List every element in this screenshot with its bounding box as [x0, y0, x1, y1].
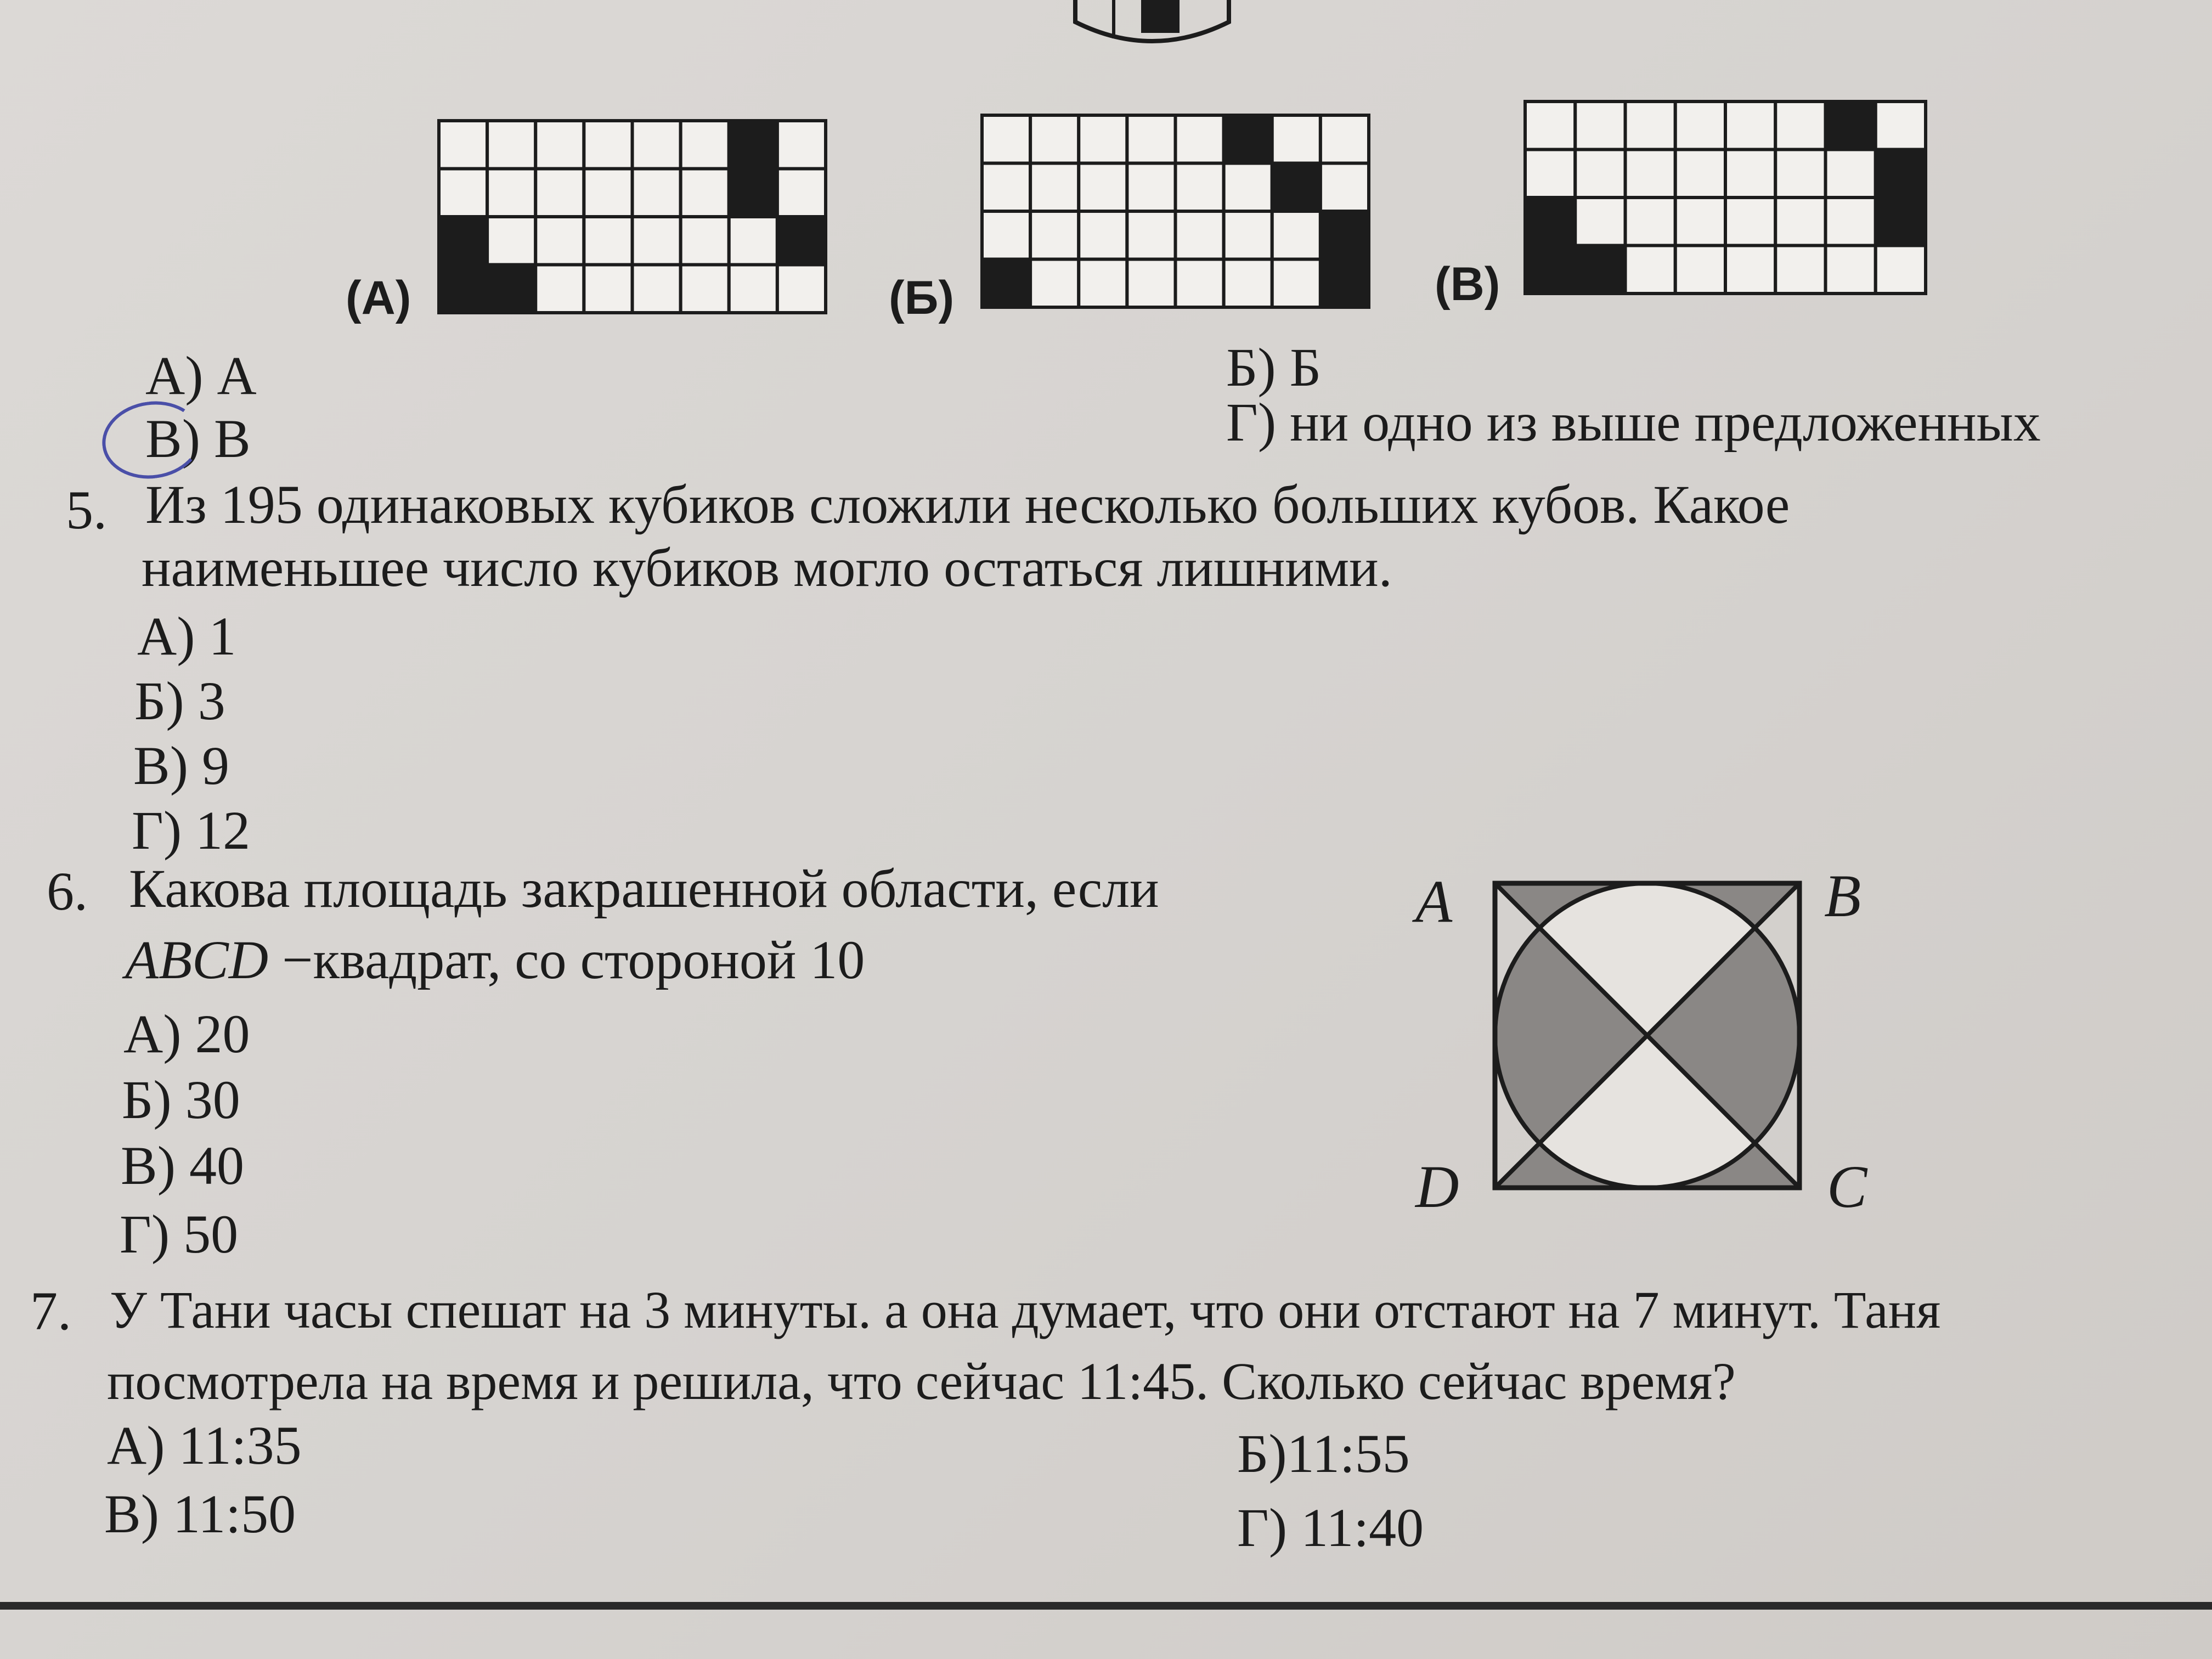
- grid-a: [436, 118, 828, 315]
- grid-cell: [584, 265, 632, 313]
- grid-cell: [1079, 163, 1127, 212]
- grid-label-b: (Б): [889, 272, 955, 324]
- q7-option-v: В) 11:50: [104, 1483, 296, 1544]
- label-c: C: [1827, 1153, 1867, 1218]
- grid-cell: [681, 121, 729, 169]
- grid-cell: [1030, 115, 1079, 163]
- grid-cell: [1725, 198, 1775, 246]
- q5-option-a: А) 1: [137, 606, 236, 667]
- q5-text-line1: Из 195 одинаковых кубиков сложили несколько больших кубов. Какое: [145, 474, 1790, 535]
- grid-cell: [1030, 163, 1079, 212]
- grid-cell: [535, 169, 584, 217]
- grid-cell: [982, 211, 1030, 259]
- grid-cell-filled: [1321, 259, 1369, 308]
- grid-cell: [1626, 101, 1675, 150]
- grid-cell: [982, 115, 1030, 163]
- grid-cell: [439, 169, 487, 217]
- grid-cell: [681, 169, 729, 217]
- grid-c: [1522, 99, 1928, 296]
- grid-cell: [681, 265, 729, 313]
- grid-cell: [439, 121, 487, 169]
- grid-cell: [1079, 211, 1127, 259]
- grid-cell-filled: [1224, 115, 1272, 163]
- grid-cell: [777, 121, 826, 169]
- q5-number: 5.: [66, 479, 107, 540]
- grid-cell: [1224, 211, 1272, 259]
- grid-cell: [1775, 246, 1825, 294]
- label-b: B: [1824, 862, 1861, 929]
- q4-option-a: А) А: [145, 345, 257, 406]
- q4-option-v: В) В: [145, 408, 251, 469]
- grid-cell: [1176, 163, 1224, 212]
- grid-cell: [1725, 246, 1775, 294]
- grid-cell: [1876, 101, 1926, 150]
- grid-cell-filled: [1321, 211, 1369, 259]
- grid-cell: [1176, 259, 1224, 308]
- grid-cell: [633, 265, 681, 313]
- bottom-rule: [0, 1602, 2212, 1610]
- grid-cell-filled: [777, 217, 826, 265]
- grid-cell: [729, 217, 777, 265]
- grid-cell: [1030, 259, 1079, 308]
- grid-cell-filled: [439, 217, 487, 265]
- grid-cell: [1675, 246, 1725, 294]
- grid-cell: [487, 217, 535, 265]
- square-figure: [1404, 856, 1898, 1218]
- grid-cell: [1127, 211, 1175, 259]
- label-a: A: [1415, 868, 1453, 935]
- grid-label-a: (А): [346, 272, 411, 324]
- q5-option-g: Г) 12: [132, 800, 251, 861]
- grid-cell: [1775, 101, 1825, 150]
- grid-cell: [982, 163, 1030, 212]
- grid-cell: [681, 217, 729, 265]
- grid-cell: [1079, 259, 1127, 308]
- label-d: D: [1415, 1153, 1459, 1218]
- grid-cell: [1224, 163, 1272, 212]
- grid-cell: [633, 121, 681, 169]
- grid-cell: [777, 169, 826, 217]
- grid-cell-filled: [1525, 246, 1575, 294]
- grid-cell-filled: [1876, 150, 1926, 198]
- q6-text-line2: [125, 929, 865, 990]
- grid-cell: [1176, 115, 1224, 163]
- grid-cell: [535, 217, 584, 265]
- grid-cell-filled: [1876, 198, 1926, 246]
- q6-option-a: А) 20: [123, 1003, 250, 1064]
- grid-cell: [487, 169, 535, 217]
- grid-cell: [1775, 150, 1825, 198]
- grid-cell: [1675, 150, 1725, 198]
- grid-b: [979, 112, 1372, 310]
- grid-cell: [633, 217, 681, 265]
- q4-option-b: Б) Б: [1226, 337, 1322, 398]
- grid-cell: [1826, 246, 1876, 294]
- q6-text-line1: Какова площадь закрашенной области, если: [129, 858, 1159, 919]
- q5-option-b: Б) 3: [134, 670, 225, 731]
- q6-option-g: Г) 50: [120, 1204, 239, 1265]
- q7-option-b: Б)11:55: [1237, 1423, 1410, 1484]
- grid-cell: [1725, 150, 1775, 198]
- grid-cell: [1127, 115, 1175, 163]
- q7-number: 7.: [30, 1280, 71, 1341]
- grid-cell: [1127, 163, 1175, 212]
- grid-cell-filled: [1272, 163, 1321, 212]
- grid-cell: [1272, 259, 1321, 308]
- grid-cell-filled: [729, 121, 777, 169]
- grid-cell: [1626, 198, 1675, 246]
- grid-cell: [1176, 211, 1224, 259]
- grid-cell: [729, 265, 777, 313]
- grid-cell: [1826, 198, 1876, 246]
- grid-label-c: (В): [1435, 258, 1500, 311]
- grid-cell: [1675, 198, 1725, 246]
- q7-text-line2: посмотрела на время и решила, что сейчас 11:45. Сколько сейчас время?: [107, 1352, 1736, 1410]
- grid-cell-filled: [1525, 198, 1575, 246]
- grid-cell: [487, 121, 535, 169]
- grid-cell: [777, 265, 826, 313]
- grid-cell: [1675, 101, 1725, 150]
- grid-cell-filled: [982, 259, 1030, 308]
- grid-cell: [584, 121, 632, 169]
- grid-cell-filled: [1575, 246, 1625, 294]
- q7-option-a: А) 11:35: [107, 1415, 302, 1476]
- grid-cell: [1224, 259, 1272, 308]
- grid-cell-filled: [1826, 101, 1876, 150]
- q7-text-line1: У Тани часы спешат на 3 минуты. а она думает, что они отстают на 7 минут. Таня: [110, 1280, 1941, 1339]
- grid-cell: [1272, 115, 1321, 163]
- grid-cell: [1826, 150, 1876, 198]
- grid-cell: [1030, 211, 1079, 259]
- grid-cell: [1575, 101, 1625, 150]
- q5-text-line2: наименьшее число кубиков могло остаться лишними.: [142, 537, 1392, 598]
- q6-option-b: Б) 30: [122, 1069, 240, 1130]
- grid-cell: [1127, 259, 1175, 308]
- q6-abcd: ABCD: [125, 929, 269, 990]
- grid-cell: [1626, 150, 1675, 198]
- grid-cell: [1626, 246, 1675, 294]
- grid-cell: [584, 217, 632, 265]
- q6-text-line2-rest: −квадрат, со стороной 10: [268, 929, 865, 990]
- grid-cell-filled: [487, 265, 535, 313]
- grid-cell: [1725, 101, 1775, 150]
- grid-cell: [1876, 246, 1926, 294]
- grid-cell: [535, 121, 584, 169]
- grid-cell: [1321, 115, 1369, 163]
- grid-cell: [1525, 150, 1575, 198]
- grid-cell: [633, 169, 681, 217]
- grid-cell: [535, 265, 584, 313]
- grid-cell: [584, 169, 632, 217]
- q6-number: 6.: [47, 861, 88, 922]
- grid-cell: [1575, 198, 1625, 246]
- grid-cell: [1525, 101, 1575, 150]
- grid-cell: [1775, 198, 1825, 246]
- q6-option-v: В) 40: [121, 1135, 244, 1196]
- q5-option-v: В) 9: [133, 735, 229, 796]
- grid-cell-filled: [439, 265, 487, 313]
- grid-cell: [1079, 115, 1127, 163]
- q4-option-g: Г) ни одно из выше предложенных: [1226, 392, 2041, 453]
- top-figure-fragment: [1070, 0, 1234, 49]
- grid-cell-filled: [729, 169, 777, 217]
- grid-cell: [1272, 211, 1321, 259]
- q7-option-g: Г) 11:40: [1237, 1497, 1424, 1558]
- grid-cell: [1321, 163, 1369, 212]
- grid-cell: [1575, 150, 1625, 198]
